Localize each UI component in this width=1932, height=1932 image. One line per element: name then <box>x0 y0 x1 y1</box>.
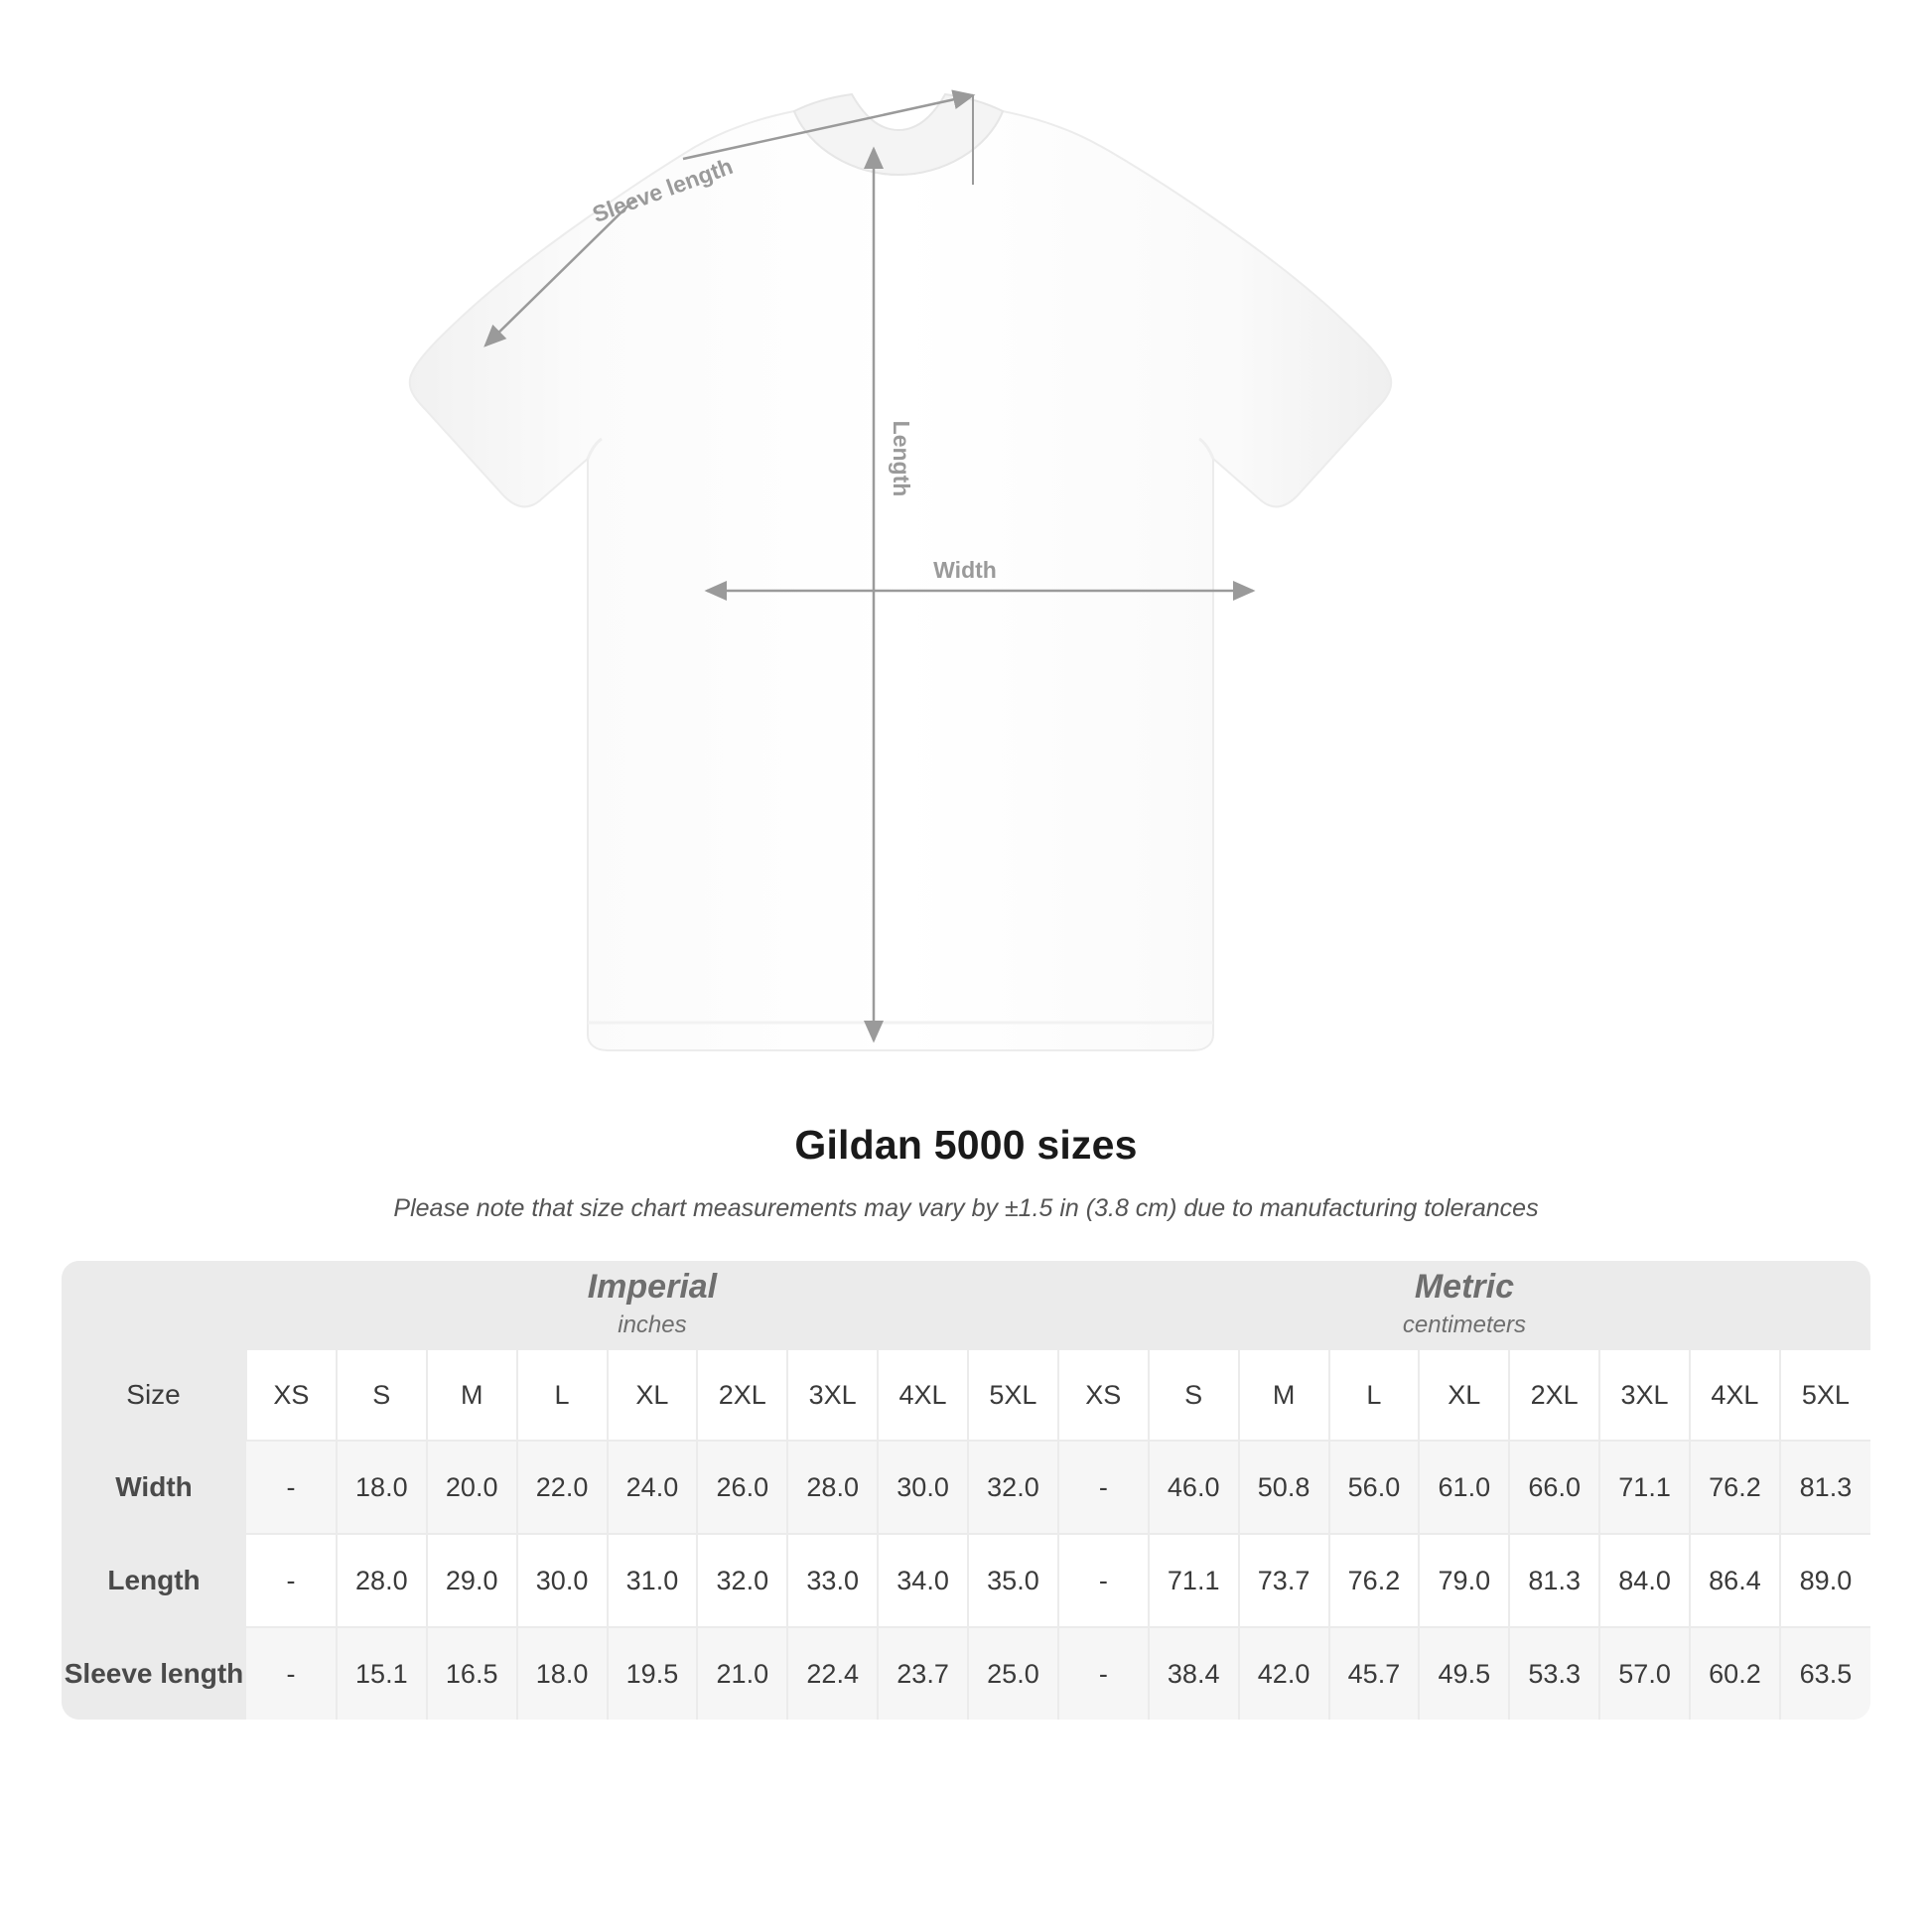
cell-length-imperial-xl: 31.0 <box>608 1534 698 1627</box>
cell-sleeve-metric-4xl: 60.2 <box>1690 1627 1780 1720</box>
header-size-label: Size <box>62 1350 246 1441</box>
cell-length-imperial-l: 30.0 <box>517 1534 608 1627</box>
header-size-xl-metric: XL <box>1419 1350 1509 1441</box>
cell-length-metric-xs: - <box>1058 1534 1149 1627</box>
tolerance-note: Please note that size chart measurements may vary by ±1.5 in (3.8 cm) due to manufacturing tolerances <box>393 1194 1539 1222</box>
cell-width-imperial-s: 18.0 <box>337 1441 427 1534</box>
unit-group-imperial-sub: inches <box>618 1311 687 1338</box>
cell-length-metric-5xl: 89.0 <box>1780 1534 1870 1627</box>
cell-sleeve-imperial-xl: 19.5 <box>608 1627 698 1720</box>
cell-length-metric-xl: 79.0 <box>1419 1534 1509 1627</box>
cell-length-metric-2xl: 81.3 <box>1509 1534 1599 1627</box>
cell-sleeve-imperial-xs: - <box>246 1627 337 1720</box>
cell-width-imperial-xl: 24.0 <box>608 1441 698 1534</box>
cell-width-imperial-xs: - <box>246 1441 337 1534</box>
cell-width-metric-4xl: 76.2 <box>1690 1441 1780 1534</box>
cell-length-imperial-s: 28.0 <box>337 1534 427 1627</box>
cell-sleeve-metric-xl: 49.5 <box>1419 1627 1509 1720</box>
table-row <box>62 1441 1870 1534</box>
cell-width-imperial-3xl: 28.0 <box>787 1441 878 1534</box>
width-label: Width <box>933 557 997 583</box>
cell-sleeve-imperial-2xl: 21.0 <box>697 1627 787 1720</box>
cell-length-imperial-xs: - <box>246 1534 337 1627</box>
cell-width-metric-5xl: 81.3 <box>1780 1441 1870 1534</box>
cell-sleeve-imperial-l: 18.0 <box>517 1627 608 1720</box>
unit-group-metric-name: Metric <box>1414 1268 1514 1307</box>
page-title: Gildan 5000 sizes <box>794 1122 1138 1168</box>
cell-width-imperial-2xl: 26.0 <box>697 1441 787 1534</box>
cell-length-imperial-2xl: 32.0 <box>697 1534 787 1627</box>
unit-group-imperial-name: Imperial <box>587 1268 718 1307</box>
cell-sleeve-imperial-s: 15.1 <box>337 1627 427 1720</box>
size-table-wrapper <box>62 1261 1870 1720</box>
header-size-l-imperial: L <box>517 1350 608 1441</box>
header-size-m-imperial: M <box>427 1350 517 1441</box>
cell-width-metric-xl: 61.0 <box>1419 1441 1509 1534</box>
header-size-s-metric: S <box>1149 1350 1239 1441</box>
header-size-2xl-metric: 2XL <box>1509 1350 1599 1441</box>
cell-sleeve-metric-xs: - <box>1058 1627 1149 1720</box>
cell-sleeve-metric-2xl: 53.3 <box>1509 1627 1599 1720</box>
header-size-4xl-imperial: 4XL <box>878 1350 968 1441</box>
unit-row-spacer <box>62 1261 246 1350</box>
cell-sleeve-metric-s: 38.4 <box>1149 1627 1239 1720</box>
cell-length-imperial-m: 29.0 <box>427 1534 517 1627</box>
cell-width-metric-s: 46.0 <box>1149 1441 1239 1534</box>
header-size-4xl-metric: 4XL <box>1690 1350 1780 1441</box>
size-header-row <box>62 1350 1870 1441</box>
header-size-l-metric: L <box>1329 1350 1420 1441</box>
tshirt-shape <box>410 94 1391 1050</box>
header-size-3xl-imperial: 3XL <box>787 1350 878 1441</box>
header-size-5xl-metric: 5XL <box>1780 1350 1870 1441</box>
cell-length-metric-s: 71.1 <box>1149 1534 1239 1627</box>
cell-length-metric-l: 76.2 <box>1329 1534 1420 1627</box>
header-size-m-metric: M <box>1239 1350 1329 1441</box>
cell-sleeve-imperial-3xl: 22.4 <box>787 1627 878 1720</box>
cell-width-imperial-5xl: 32.0 <box>968 1441 1058 1534</box>
header-size-5xl-imperial: 5XL <box>968 1350 1058 1441</box>
unit-group-imperial <box>246 1261 1058 1350</box>
cell-sleeve-imperial-4xl: 23.7 <box>878 1627 968 1720</box>
row-label-sleeve-length: Sleeve length <box>62 1627 246 1720</box>
cell-width-imperial-4xl: 30.0 <box>878 1441 968 1534</box>
cell-width-metric-2xl: 66.0 <box>1509 1441 1599 1534</box>
cell-length-metric-m: 73.7 <box>1239 1534 1329 1627</box>
unit-group-metric-sub: centimeters <box>1402 1311 1526 1338</box>
row-label-width: Width <box>62 1441 246 1534</box>
table-row <box>62 1627 1870 1720</box>
cell-sleeve-metric-l: 45.7 <box>1329 1627 1420 1720</box>
cell-sleeve-imperial-5xl: 25.0 <box>968 1627 1058 1720</box>
cell-width-metric-xs: - <box>1058 1441 1149 1534</box>
cell-sleeve-metric-5xl: 63.5 <box>1780 1627 1870 1720</box>
cell-width-imperial-m: 20.0 <box>427 1441 517 1534</box>
cell-width-metric-m: 50.8 <box>1239 1441 1329 1534</box>
cell-length-imperial-4xl: 34.0 <box>878 1534 968 1627</box>
cell-sleeve-metric-m: 42.0 <box>1239 1627 1329 1720</box>
row-label-length: Length <box>62 1534 246 1627</box>
cell-length-imperial-3xl: 33.0 <box>787 1534 878 1627</box>
unit-group-row <box>62 1261 1870 1350</box>
length-label: Length <box>889 420 914 497</box>
cell-length-metric-3xl: 84.0 <box>1599 1534 1690 1627</box>
title-block <box>0 1122 1932 1223</box>
cell-width-metric-3xl: 71.1 <box>1599 1441 1690 1534</box>
size-table <box>62 1261 1870 1720</box>
cell-width-metric-l: 56.0 <box>1329 1441 1420 1534</box>
cell-sleeve-imperial-m: 16.5 <box>427 1627 517 1720</box>
cell-sleeve-metric-3xl: 57.0 <box>1599 1627 1690 1720</box>
header-size-s-imperial: S <box>337 1350 427 1441</box>
header-size-xs-imperial: XS <box>246 1350 337 1441</box>
cell-length-metric-4xl: 86.4 <box>1690 1534 1780 1627</box>
header-size-2xl-imperial: 2XL <box>697 1350 787 1441</box>
cell-width-imperial-l: 22.0 <box>517 1441 608 1534</box>
header-size-3xl-metric: 3XL <box>1599 1350 1690 1441</box>
unit-group-metric <box>1058 1261 1870 1350</box>
cell-length-imperial-5xl: 35.0 <box>968 1534 1058 1627</box>
sleeve-length-label: Sleeve length <box>589 152 737 228</box>
header-size-xl-imperial: XL <box>608 1350 698 1441</box>
table-row <box>62 1534 1870 1627</box>
header-size-xs-metric: XS <box>1058 1350 1149 1441</box>
